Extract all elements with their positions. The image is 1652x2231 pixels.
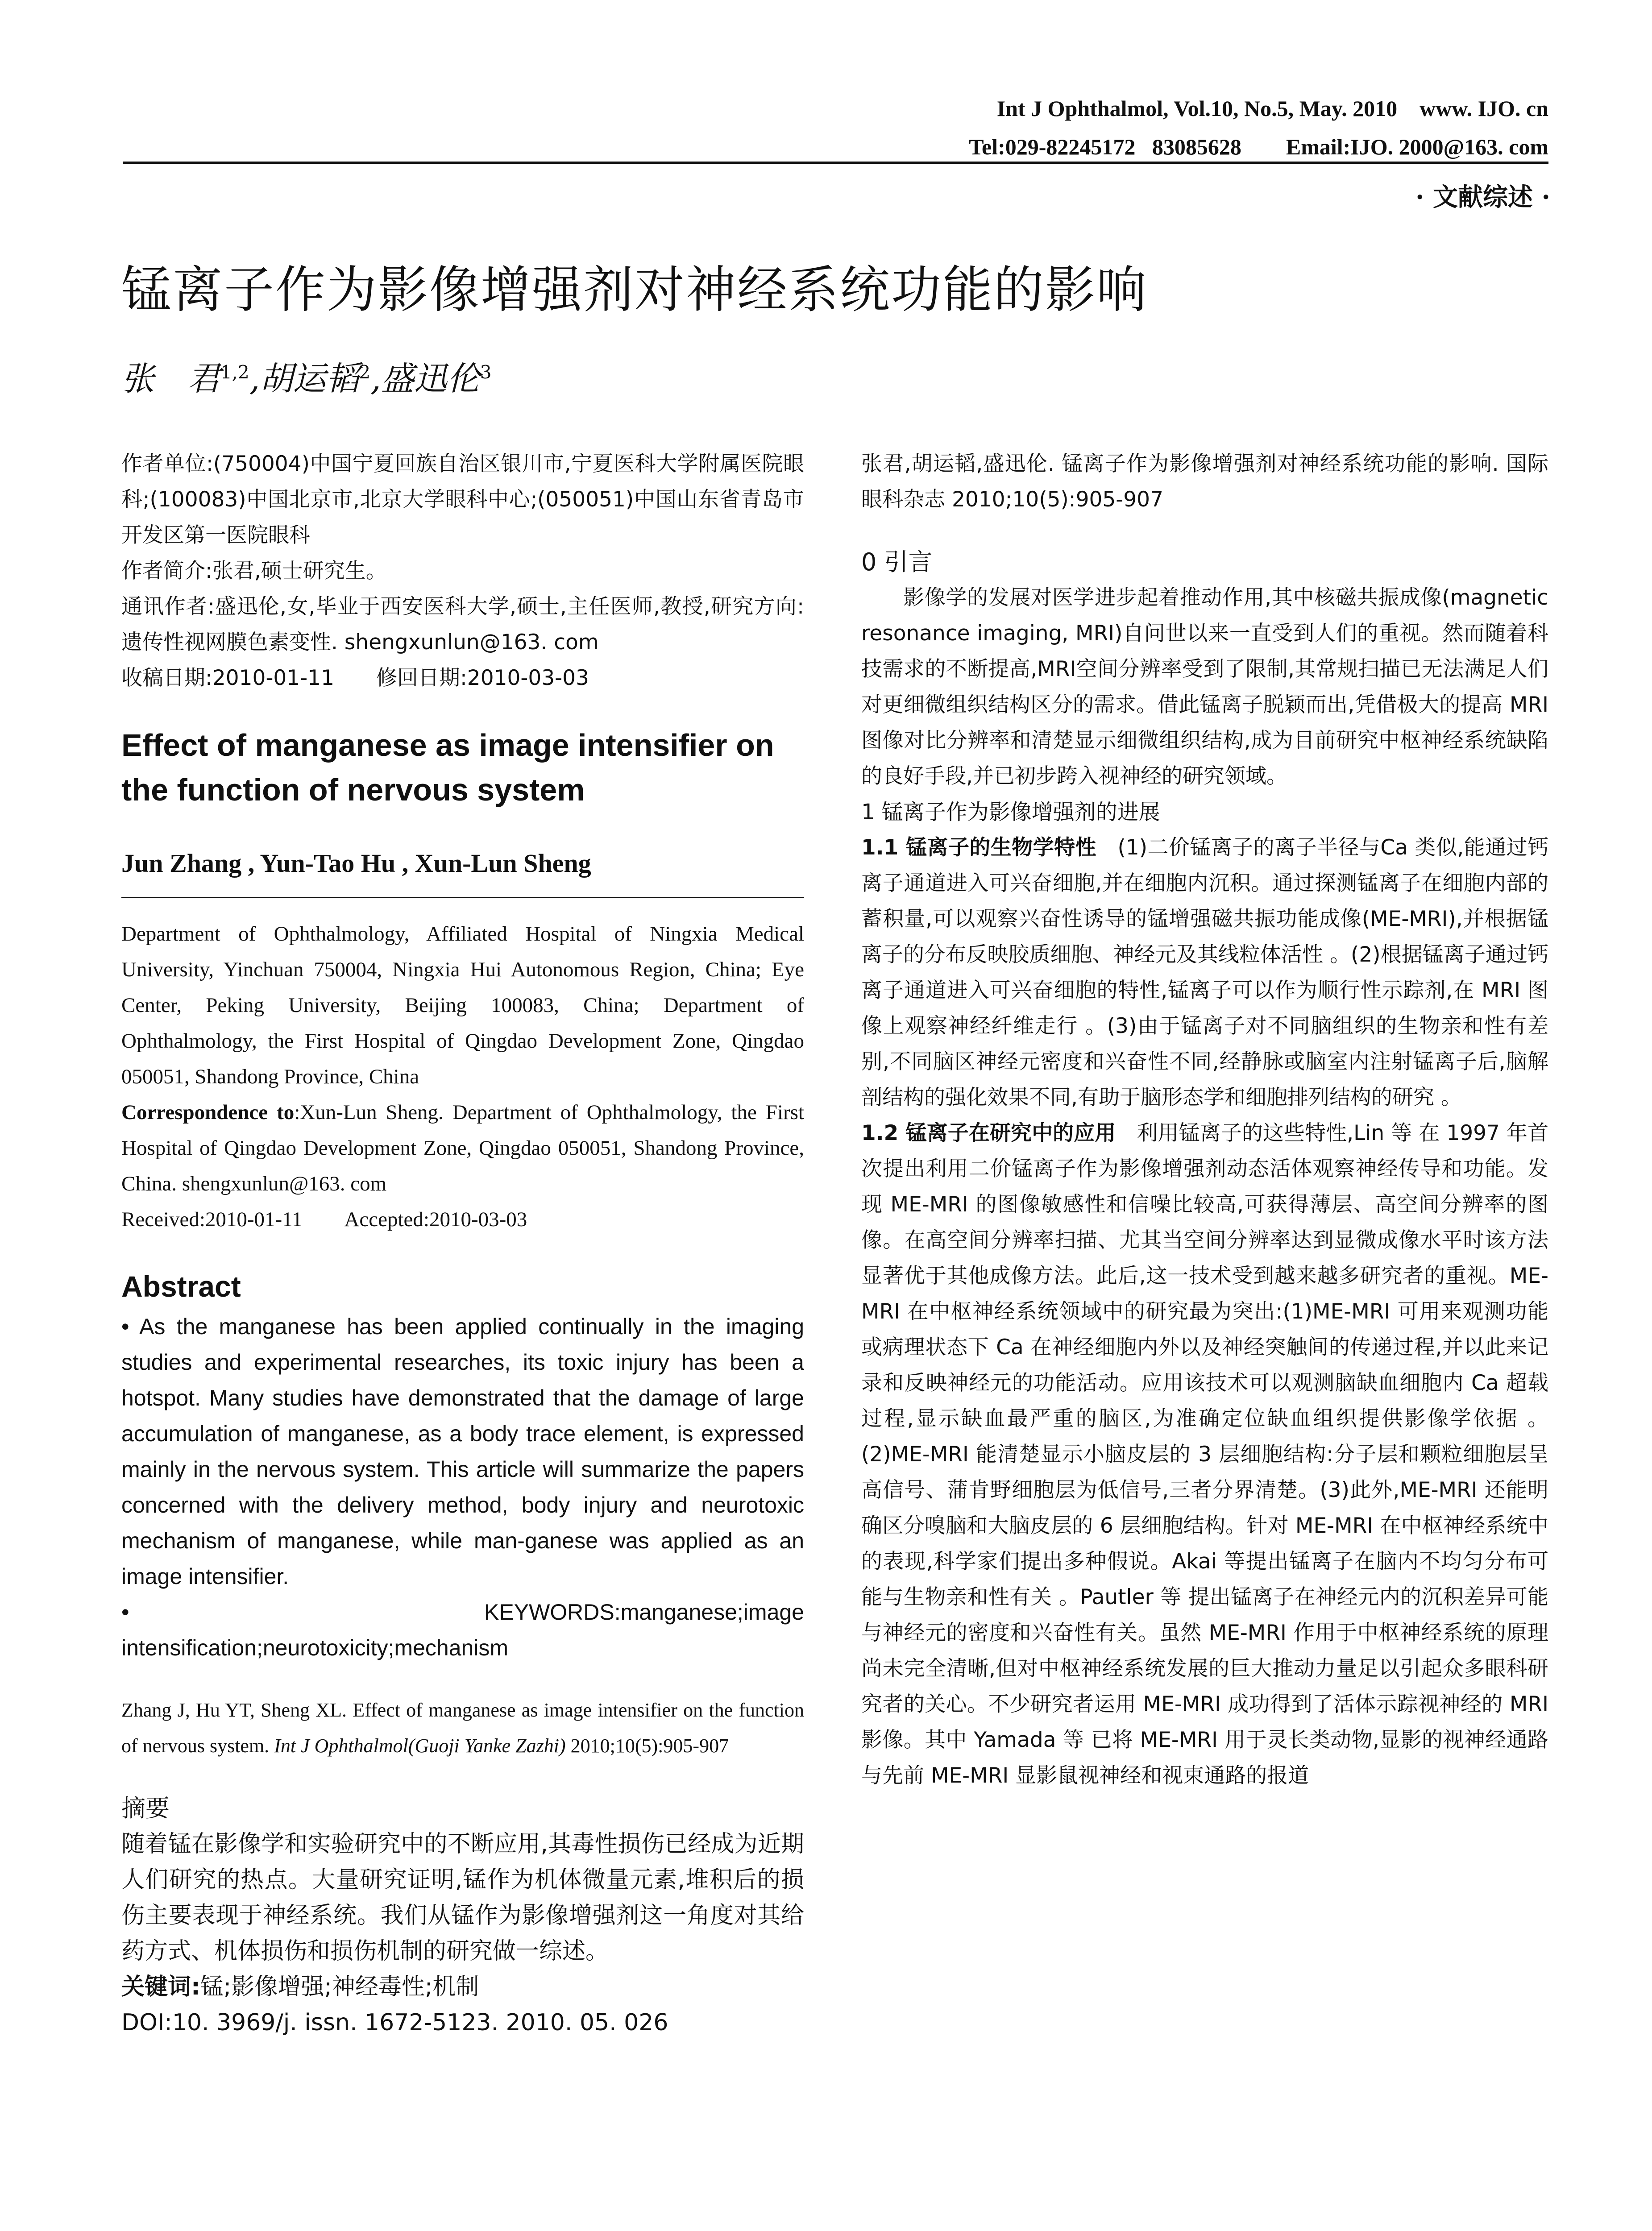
paragraph-1-1 [861, 830, 1548, 1116]
author-affiliation-mark: 3 [480, 361, 492, 383]
keywords-cn-text: 锰;影像增强;神经毒性;机制 [200, 1974, 479, 2000]
received-dates-en: Received:2010-01-11 Accepted:2010-03-03 [121, 1208, 527, 1231]
author-name: ,盛迅伦 [370, 360, 480, 398]
section-heading-introduction: 0 引言 [861, 548, 933, 576]
correspondence-text: :Xun-Lun Sheng. Department of Ophthalmology, the First Hospital of Qingdao Development Zone, Qingdao 050051, Shandong Province, China. shengxunlun@163. com [121, 1101, 804, 1195]
corresponding-author-cn: 通讯作者:盛迅伦,女,毕业于西安医科大学,硕士,主任医师,教授,研究方向:遗传性视网膜色素变性. shengxunlun@163. com [121, 594, 804, 655]
header-contact-line: Tel:029-82245172 83085628 Email:IJO. 2000@163. com [969, 134, 1548, 159]
abstract-cn-heading: 摘要 [121, 1794, 170, 1822]
header-divider [123, 162, 1548, 164]
right-column [861, 446, 1548, 1794]
doi: DOI:10. 3969/j. issn. 1672-5123. 2010. 05. 026 [121, 2009, 668, 2036]
author-info-cn [121, 446, 804, 696]
article-title-cn: 锰离子作为影像增强剂对神经系统功能的影响 [121, 261, 1148, 319]
correspondence-label: Correspondence to [121, 1101, 295, 1124]
paragraph-1-2-text: 利用锰离子的这些特性,Lin 等 在 1997 年首次提出利用二价锰离子作为影像增强剂动态活体观察神经传导和功能。发现 ME-MRI 的图像敏感性和信噪比较高,可获得薄层、高空间分辨率的图像。在高空间分辨率扫描、尤其当空间分辨率达到显微成像水平时该方法显著优于其他成像方法。此后,这一技术受到越来越多研究者的重视。ME-MRI 在中枢神经系统领域中的研究最为突出:(1)ME-MRI 可用来观测功能或病理状态下 Ca 在神经细胞内外以及神经突触间的传递过程,并以此来记录和反映神经元的功能活动。应用该技术可以观测脑缺血细胞内 Ca 超载过程,显示缺血最严重的脑区,为准确定位缺血组织提供影像学依据 。(2)ME-MRI 能清楚显示小脑皮层的 3 层细胞结构:分子层和颗粒细胞层呈高信号、蒲肯野细胞层为低信号,三者分界清楚。(3)此外,ME-MRI 还能明确区分嗅脑和大脑皮层的 6 层细胞结构。针对 ME-MRI 在中枢神经系统中的表现,科学家们提出多种假说。Akai 等提出锰离子在脑内不均匀分布可能与生物亲和性有关 。Pautler 等 提出锰离子在神经元内的沉积差异可能与神经元的密度和兴奋性有关。虽然 ME-MRI 作用于中枢神经系统的原理尚未完全清晰,但对中枢神经系统发展的巨大推动力量足以引起众多眼科研究者的关心。不少研究者运用 ME-MRI 成功得到了活体示踪视神经的 MRI 影像。其中 Yamada 等 已将 ME-MRI 用于灵长类动物,显影的视神经通路与先前 ME-MRI 显影鼠视神经和视束通路的报道 [861, 1121, 1549, 1788]
section-heading-1: 1 锰离子作为影像增强剂的进展 [861, 800, 1160, 825]
author-affiliation-mark: 2 [359, 361, 371, 383]
abstract-text-en: • As the manganese has been applied continually in the imaging studies and experimental researches, its toxic injury has been a hotspot. Many studies have demonstrated that the damage of large accumulation of manganese, as a body trace element, is expressed mainly in the nervous system. This article will summarize the papers concerned with the delivery method, body injury and neurotoxic mechanism of manganese, while man-ganese was applied as an image intensifier. [121, 1314, 804, 1589]
subsection-heading-1-2: 1.2 锰离子在研究中的应用 [861, 1121, 1116, 1145]
subsection-heading-1-1: 1.1 锰离子的生物学特性 [861, 835, 1097, 860]
paragraph-1-1-text: (1)二价锰离子的离子半径与Ca 类似,能通过钙离子通道进入可兴奋细胞,并在细胞内沉积。通过探测锰离子在细胞内部的蓄积量,可以观察兴奋性诱导的锰增强磁共振功能成像(ME-MRI),并根据锰离子的分布反映胶质细胞、神经元及其线粒体活性 。(2)根据锰离子通过钙离子通道进入可兴奋细胞的特性,锰离子可以作为顺行性示踪剂,在 MRI 图像上观察神经纤维走行 。(3)由于锰离子对不同脑组织的生物亲和性有差别,不同脑区神经元密度和兴奋性不同,经静脉或脑室内注射锰离子后,脑解剖结构的强化效果不同,有助于脑形态学和细胞排列结构的研究 。 [861, 835, 1549, 1110]
affiliation-cn: 作者单位:(750004)中国宁夏回族自治区银川市,宁夏医科大学附属医院眼科;(100083)中国北京市,北京大学眼科中心;(050051)中国山东省青岛市开发区第一医院眼科 [121, 452, 804, 547]
dates-cn: 收稿日期:2010-01-11 修回日期:2010-03-03 [121, 666, 589, 690]
author-affiliation-mark: 1,2 [220, 361, 249, 383]
correspondence-en [121, 1095, 804, 1202]
left-column [121, 446, 804, 2040]
running-header [123, 89, 1548, 166]
citation-en-authors-title: Zhang J, Hu YT, Sheng XL. Effect of manganese as image intensifier on the function of nervous system. [121, 1699, 804, 1757]
section-label: · 文献综述 · [1415, 182, 1550, 212]
citation-cn: 张君,胡运韬,盛迅伦. 锰离子作为影像增强剂对神经系统功能的影响. 国际眼科杂志 2010;10(5):905-907 [861, 452, 1548, 512]
citation-en-volume: 2010;10(5):905-907 [565, 1735, 729, 1757]
abstract-heading: Abstract [121, 1270, 241, 1303]
affiliation-en: Department of Ophthalmology, Affiliated Hospital of Ningxia Medical University, Yinchuan 750004, Ningxia Hui Autonomous Region, China; Eye Center, Peking University, Beijing 100083, China; Department of Ophthalmology, the First Hospital of Qingdao Development Zone, Qingdao 050051, Shandong Province, China [121, 922, 804, 1088]
paragraph-introduction: 影像学的发展对医学进步起着推动作用,其中核磁共振成像(magnetic resonance imaging, MRI)自问世以来一直受到人们的重视。然而随着科技需求的不断提高,MRI空间分辨率受到了限制,其常规扫描已无法满足人们对更细微组织结构区分的需求。借此锰离子脱颖而出,凭借极大的提高 MRI 图像对比分辨率和清楚显示细微组织结构,成为目前研究中枢神经系统缺陷的良好手段,并已初步跨入视神经的研究领域。 [861, 585, 1548, 788]
keywords-en: • KEYWORDS:manganese;image intensification;neurotoxicity;mechanism [121, 1600, 804, 1660]
authors-cn [121, 352, 492, 400]
paragraph-1-2 [861, 1116, 1548, 1794]
keywords-cn [121, 1969, 804, 2005]
abstract-text-cn: 随着锰在影像学和实验研究中的不断应用,其毒性损伤已经成为近期人们研究的热点。大量研究证明,锰作为机体微量元素,堆积后的损伤主要表现于神经系统。我们从锰作为影像增强剂这一角度对其给药方式、机体损伤和损伤机制的研究做一综述。 [121, 1831, 804, 1965]
authors-en: Jun Zhang , Yun-Tao Hu , Xun-Lun Sheng [121, 843, 804, 898]
keywords-cn-label: 关键词: [121, 1974, 200, 2000]
author-bio-cn: 作者简介:张君,硕士研究生。 [121, 559, 387, 583]
author-name: ,胡运韬 [249, 360, 359, 398]
header-journal-line: Int J Ophthalmol, Vol.10, No.5, May. 2010 www. IJO. cn [996, 96, 1548, 121]
author-name: 张 君 [121, 360, 220, 398]
citation-en-journal: Int J Ophthalmol(Guoji Yanke Zazhi) [274, 1735, 566, 1757]
citation-en [121, 1692, 804, 1764]
article-title-en: Effect of manganese as image intensifier on the function of nervous system [121, 728, 774, 807]
